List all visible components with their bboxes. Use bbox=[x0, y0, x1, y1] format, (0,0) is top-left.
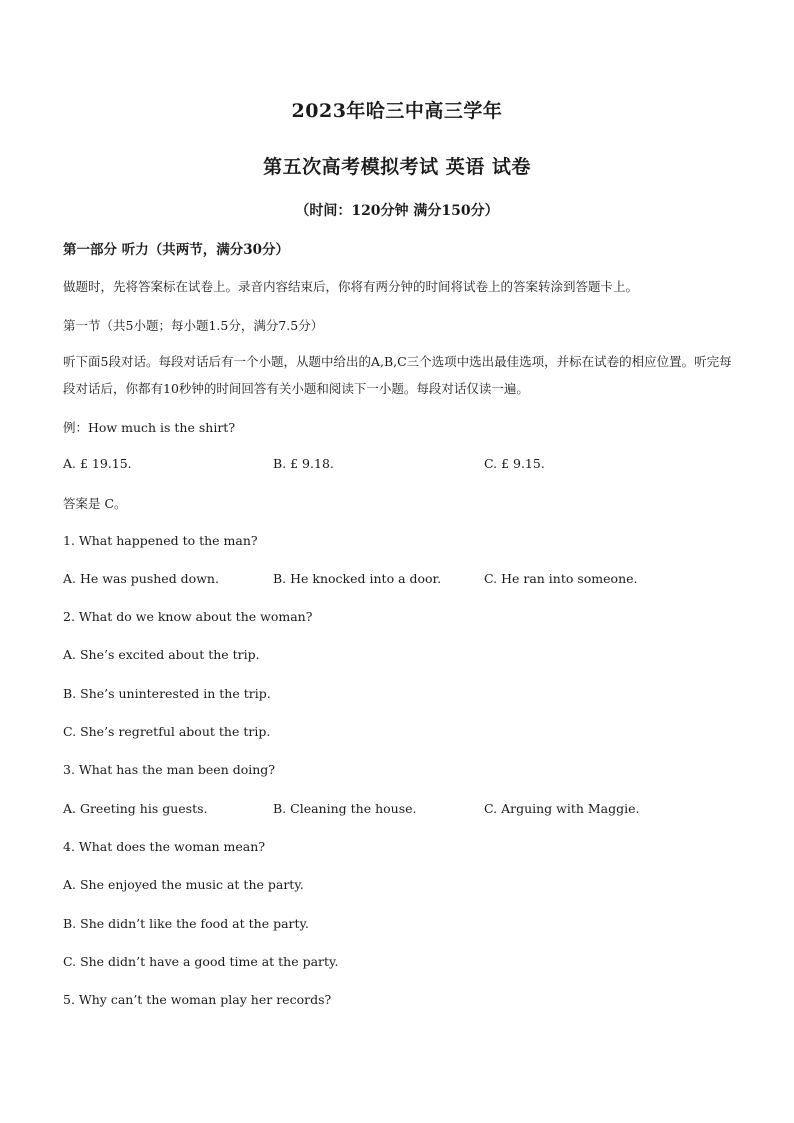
part1-instructions: 做题时，先将答案标在试卷上。录音内容结束后，你将有两分钟的时间将试卷上的答案转涂到答题卡上。 bbox=[63, 279, 639, 294]
question-option-c: C. He ran into someone. bbox=[484, 571, 638, 586]
question-option-c: C. She didn’t have a good time at the party. bbox=[63, 954, 339, 969]
question-stem: 3. What has the man been doing? bbox=[63, 762, 276, 777]
question-stem: 1. What happened to the man? bbox=[63, 533, 258, 548]
section1-heading: 第一节（共5小题；每小题1.5分，满分7.5分） bbox=[63, 318, 324, 333]
exam-title-line1: 2023年哈三中高三学年 bbox=[291, 100, 503, 122]
part1-heading: 第一部分 听力（共两节，满分30分） bbox=[63, 242, 289, 258]
question-stem: 5. Why can’t the woman play her records? bbox=[63, 992, 332, 1007]
question-stem: 4. What does the woman mean? bbox=[63, 839, 266, 854]
section1-directions: 听下面5段对话。每段对话后有一个小题，从题中给出的A,B,C三个选项中选出最佳选项，并标在试卷的相应位置。听完每段对话后，你都有10秒钟的时间回答有关小题和阅读下一小题。每段对话仅读一遍。 bbox=[63, 354, 732, 396]
question-option-a: A. She enjoyed the music at the party. bbox=[63, 877, 304, 892]
question-option-b: B. He knocked into a door. bbox=[273, 571, 442, 586]
example-option-b: B. £ 9.18. bbox=[273, 456, 334, 471]
question-option-c: C. She’s regretful about the trip. bbox=[63, 724, 271, 739]
question-option-a: A. Greeting his guests. bbox=[63, 801, 208, 816]
question-option-b: B. Cleaning the house. bbox=[273, 801, 417, 816]
exam-time-info: （时间：120分钟 满分150分） bbox=[295, 203, 499, 219]
question-option-c: C. Arguing with Maggie. bbox=[484, 801, 640, 816]
question-option-b: B. She didn’t like the food at the party. bbox=[63, 916, 309, 931]
example-answer: 答案是 C。 bbox=[63, 496, 127, 511]
question-option-a: A. He was pushed down. bbox=[63, 571, 219, 586]
exam-title-line2: 第五次高考模拟考试 英语 试卷 bbox=[263, 156, 531, 178]
example-question: 例：How much is the shirt? bbox=[63, 420, 236, 435]
question-option-a: A. She’s excited about the trip. bbox=[63, 647, 260, 662]
question-stem: 2. What do we know about the woman? bbox=[63, 609, 313, 624]
example-option-a: A. £ 19.15. bbox=[63, 456, 132, 471]
example-option-c: C. £ 9.15. bbox=[484, 456, 545, 471]
question-option-b: B. She’s uninterested in the trip. bbox=[63, 686, 271, 701]
